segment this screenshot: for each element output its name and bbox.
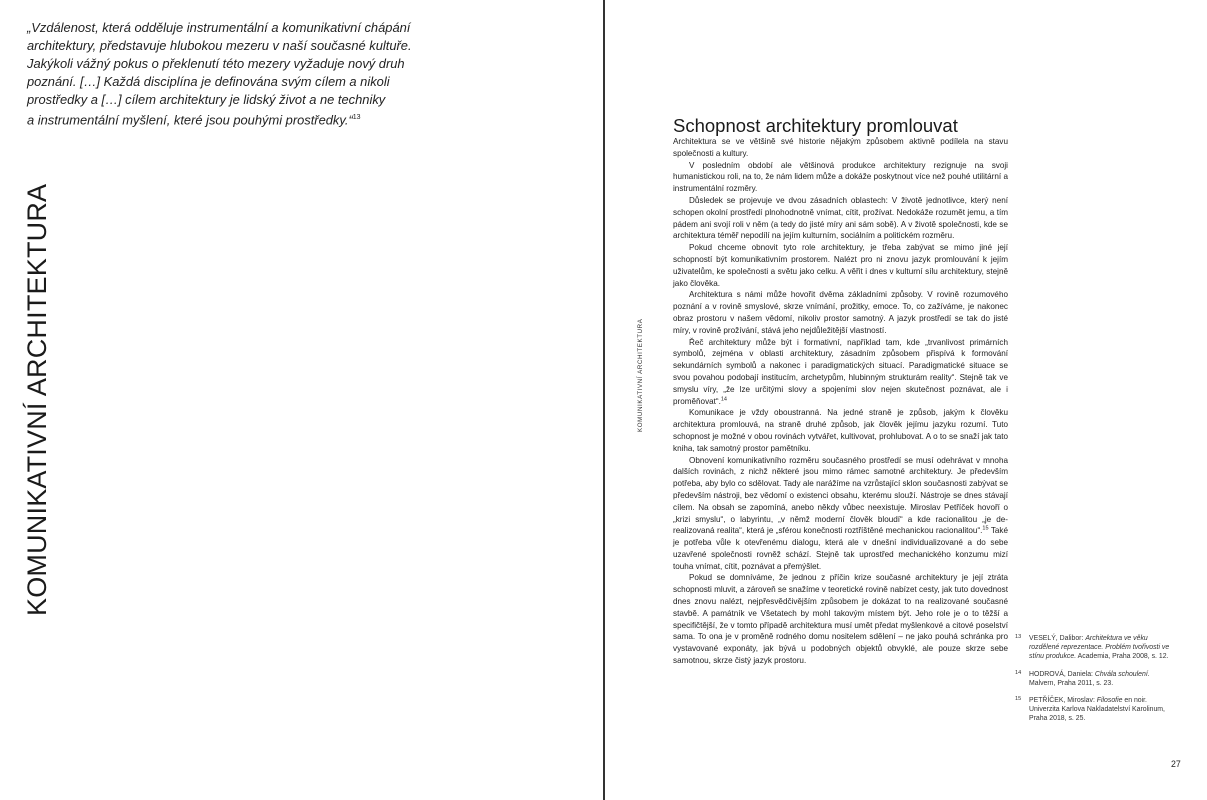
footnote-text: PETŘÍČEK, Miroslav: Filosofie en noir. Univerzita Karlova Nakladatelství Karolinum, Praha 2018, s. 25. [1029,697,1165,723]
footnotes [1015,634,1170,732]
body-paragraph: Pokud se domníváme, že jednou z příčin krize současné architektury je její ztráta schopnosti mluvit, a zároveň se snažíme v teoretické rovině nabízet cesty, jak tuto dovednost dnes znovu nalézt, nejpřesvědčivějším způsobem je dokázat to na realizované současné stavbě. A památník ve Všetatech by mohl takovým místem být. Jeho role je o to těžší a specifičtější, že v tomto případě architektura musí umět předat myšlenkové a citové poselství sama. To ona je v proměně rodného domu nositelem sdělení – ne jako pouhá schránka pro vystavované exponáty, jak bývá u podobných objektů obvyklé, ale pouze skrze sebe samotnou, skrze čistý jazyk prostoru. [673,573,1008,666]
body-paragraph: V posledním období ale většinová produkce architektury rezignuje na svoji humanistickou roli, na to, že nám lidem může a dokáže poskytnout více než pouhé utilitární a instrumentální rozměry. [673,160,1008,194]
footnote-number: 15 [1015,696,1022,703]
footnote-text: VESELÝ, Dalibor: Architektura ve věku rozdělené reprezentace. Problém tvořivosti ve stínu produkce. Academia, Praha 2008, s. 12. [1029,635,1170,661]
body-paragraph: Komunikace je vždy oboustranná. Na jedné straně je způsob, jakým k člověku architektura promlouvá, na straně druhé způsob, jak člověk jejímu jazyku rozumí. Tuto schopnost je možné v obou rovinách vytvářet, kultivovat, prohlubovat. A o to se snaží jak tato kniha, tak samotný prostor pamětníku. [673,408,1008,453]
footnote-title: Chvála schoulení. [1094,670,1150,678]
left-page [0,0,603,800]
epigraph-text: a instrumentální myšlení, které jsou pouhými prostředky.“ [27,112,353,128]
footnote-item [1015,670,1170,688]
body-paragraph: Důsledek se projevuje ve dvou zásadních oblastech: V životě jednotlivce, který není schopen okolní prostředí plnohodnotně vnímat, cítit, prožívat. Nedokáže rozumět jemu, a tím pádem ani svojí roli v něm (a tedy do jisté míry ani sám sobě). A v životě společnosti, kde se architektura téměř nepodílí na jejím kulturním, sociálním a politickém rozměru. [673,195,1008,241]
page-number: 27 [1171,759,1181,769]
body-text [673,136,1008,667]
footnote-item [1015,634,1170,662]
footnote-ref[interactable]: 15 [982,525,989,532]
body-paragraph: Architektura s námi může hovořit dvěma základními způsoby. V rovině rozumového poznání a v rovině smyslové, skrze vnímání, prožitky, emoce. To, co zažíváme, je nakonec obraz prostoru v našem vědomí, nikoliv prostor samotný. A jazyk prostředí se tak do jisté míry, v rovině prožívání, stává jeho nejdůležitější vlastností. [673,290,1008,335]
footnote-ref[interactable]: 14 [720,395,727,402]
body-paragraph: Řeč architektury může být i formativní, například tam, kde „trvanlivost primárních symbolů, zejména v oblasti architektury, zásadním způsobem přispívá k formování sekundárních symbolů a nakonec i paradigmatických situací. Paradigmatické situace se svou povahou podobají institucím, archetypům, hlubinným strukturám reality“. Stejně tak ve smyslu víry, „že lze určitými slovy a spojeními slov nejen skutečnost poznávat, ale i proměňovat“.$^{14}$ [673,337,1008,406]
epigraph-line: architektury, představuje hlubokou mezeru v naší současné kultuře. [27,38,412,53]
footnote-number: 13 [1015,634,1022,640]
body-paragraph: Obnovení komunikativního rozměru současného prostředí se musí odehrávat v mnoha dalších rovinách, z nichž některé jsou mimo rámec samotné architektury. Je především potřeba, aby bylo co sdělovat. Tady ale narážíme na vzrůstající sklon současnosti zabývat se především nástroji, bez vědomí o existenci obsahu, kterému slouží. Nástroje se dnes stávají cílem. Na obsah se zapomíná, anebo někdy vůbec neexistuje. Miroslav Petříček hovoří o „krizi smyslu“, o labyrintu, „v němž moderní člověk bloudí“ a kde racionalitou „je de-realizovaná realita“, která je „sférou konečnosti roztříštěné mechanickou racionalitou“.$^{15}$ Také je potřeba vůle k otevřenému dialogu, která ale v dnešní individualizované a do sebe uzavřené společnosti rovněž schází. Stejně tak uprostřed mechanického konzumu mizí touha vnímat, cítit, poznávat a přemýšlet. [673,455,1008,571]
epigraph-line: Jakýkoli vážný pokus o překlenutí této mezery vyžaduje nový druh [27,56,405,71]
footnote-title: Filosofie [1096,697,1123,705]
epigraph-footnote-ref[interactable]: 13 [352,114,361,121]
footnote-title: Architektura ve věku rozdělené reprezentace. Problém tvořivosti ve stínu produkce. [1029,635,1170,661]
epigraph-line: poznání. […] Každá disciplína je definována svým cílem a nikoli [27,74,390,89]
running-head: KOMUNIKATIVNÍ ARCHITEKTURA [637,318,644,432]
footnote-item [1015,696,1170,724]
footnote-number: 14 [1015,669,1022,676]
epigraph-line: prostředky a […] cílem architektury je lidský život a ne techniky [27,92,386,107]
footnote-text: HODROVÁ, Daniela: Chvála schoulení. Malvern, Praha 2011, s. 23. [1029,670,1150,687]
body-paragraph: Pokud chceme obnovit tyto role architektury, je třeba zabývat se mimo jiné její schopností být komunikativním prostorem. Nalézt pro ni znovu jazyk promlouvání k jejím uživatelům, ke společnosti a světu jako celku. A věřit i dnes v kulturní sílu architektury, stejně jako člověka. [673,243,1008,288]
chapter-vertical-title: KOMUNIKATIVNÍ ARCHITEKTURA [22,183,52,616]
epigraph-quote [27,19,437,129]
body-paragraph: Architektura se ve většině své historie nějakým způsobem aktivně podílela na stavu společnosti a kultury. [673,137,1008,158]
epigraph-line: „Vzdálenost, která odděluje instrumentální a komunikativní chápání [27,20,411,35]
section-title: Schopnost architektury promlouvat [673,115,958,136]
epigraph-line-last [27,109,437,129]
